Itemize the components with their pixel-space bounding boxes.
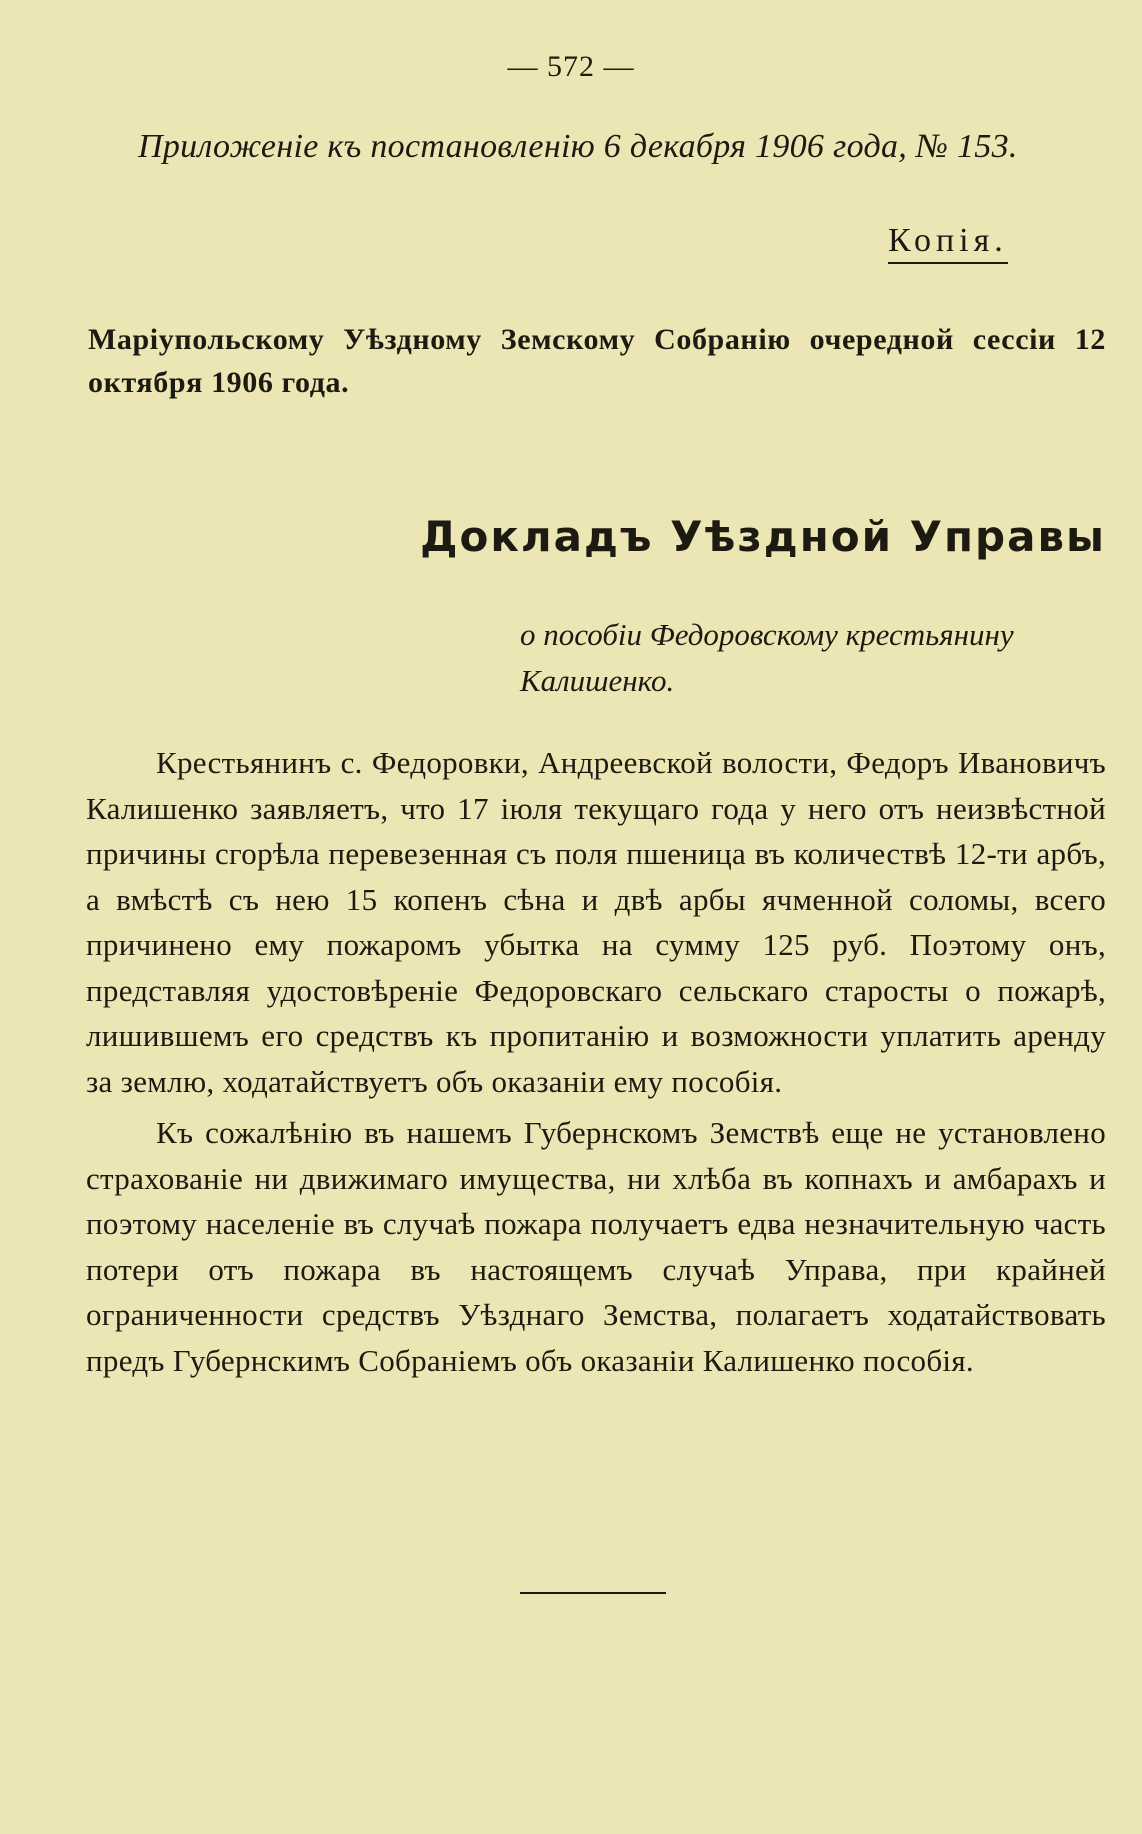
appendix-note: Приложеніе къ постановленію 6 декабря 1906 года, № 153. xyxy=(138,128,1018,165)
report-body xyxy=(86,740,1106,1383)
report-title: Докладъ Уѣздной Управы xyxy=(420,512,1106,561)
body-paragraph: Къ сожалѣнію въ нашемъ Губернскомъ Земствѣ еще не установлено страхованіе ни движимаго имущества, ни хлѣба въ копнахъ и амбарахъ и поэтому населеніе въ случаѣ пожара получаетъ едва незначительную часть потери отъ пожара въ настоящемъ случаѣ Управа, при крайней ограниченности средствъ Уѣзднаго Земства, полагаетъ ходатайствовать предъ Губернскимъ Собраніемъ объ оказаніи Калишенко пособія. xyxy=(86,1115,1106,1378)
addressee: Маріупольскому Уѣздному Земскому Собранію очередной сессіи 12 октября 1906 года. xyxy=(88,323,1106,399)
closing-rule xyxy=(520,1592,666,1594)
copy-label: Копія. xyxy=(888,222,1008,264)
report-subtitle: о пособіи Федоровскому крестьянину Калишенко. xyxy=(520,617,1014,698)
body-paragraph: Крестьянинъ с. Федоровки, Андреевской волости, Федоръ Ивановичъ Калишенко заявляетъ, что 17 іюля текущаго года у него отъ неизвѣстной причины сгорѣла перевезенная съ поля пшеница въ количествѣ 12-ти арбъ, а вмѣстѣ съ нею 15 копенъ сѣна и двѣ арбы ячменной соломы, всего причинено ему пожаромъ убытка на сумму 125 руб. Поэтому онъ, представляя удостовѣреніе Федоровскаго сельскаго старосты о пожарѣ, лишившемъ его средствъ къ пропитанію и возможности уплатить аренду за землю, ходатайствуетъ объ оказаніи ему пособія. xyxy=(86,745,1106,1099)
page-number: — 572 — xyxy=(507,50,635,83)
